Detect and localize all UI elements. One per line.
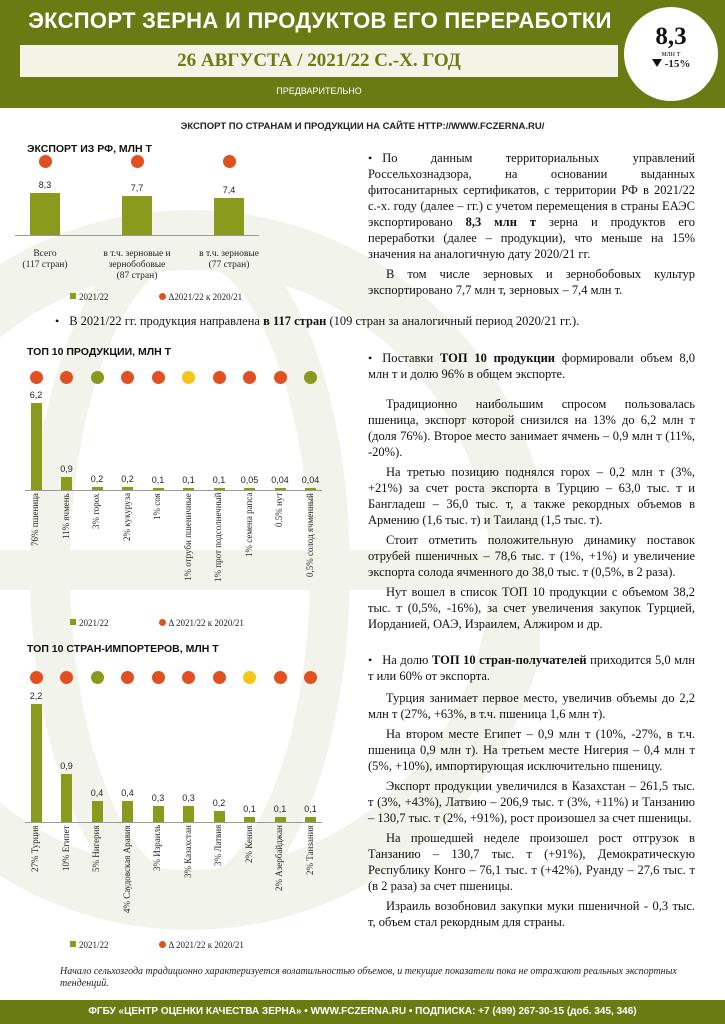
chart3-tick-label: 27% Турция bbox=[30, 825, 40, 872]
legend-item-delta: Δ2021/22 к 2020/21 bbox=[159, 292, 243, 302]
chart2-delta-dot bbox=[30, 371, 43, 384]
chart3-bar bbox=[92, 801, 103, 822]
chart2-delta-dot bbox=[152, 371, 165, 384]
chart2-title: ТОП 10 ПРОДУКЦИИ, МЛН Т bbox=[27, 346, 171, 358]
chart3-bar bbox=[214, 811, 225, 822]
chart2-data-label: 0,04 bbox=[271, 475, 289, 485]
chart3-bar bbox=[183, 806, 194, 822]
chart1-delta-dot bbox=[131, 155, 144, 168]
chart3-tick-label: 2% Кения bbox=[243, 825, 254, 863]
chart3-tick-label: 3% Латвия bbox=[213, 824, 223, 866]
chart3-bar bbox=[61, 774, 72, 822]
legend-item-series: 2021/22 bbox=[70, 292, 109, 302]
chart2-delta-dot bbox=[274, 371, 287, 384]
chart1-bar bbox=[122, 196, 152, 235]
chart3-delta-dot bbox=[91, 671, 104, 684]
chart3-data-label: 0,9 bbox=[60, 760, 73, 771]
chart3-delta-dot bbox=[213, 671, 226, 684]
paragraph-egypt: На втором месте Египет – 0,9 млн т (10%, -27%, в т.ч. пшеница 0,9 млн т). На третьем месте Нигерия – 0,4 млн т (5%, +10%), импортирующая исключительно пшеницу. bbox=[368, 727, 695, 773]
chart3-data-label: 0,3 bbox=[182, 792, 195, 803]
paragraph-chickpea: Нут вошел в список ТОП 10 продукции с объемом 38,2 тыс. т (0,5%, -16%), за счет увеличения закупок Турцией, Иорданией, ОАЭ, Израилем, Алжиром и др. bbox=[368, 585, 695, 631]
products-text bbox=[368, 350, 695, 636]
paragraph-weekly: На прошедшей неделе произошел рост отгрузок в Танзанию – 130,7 тыс. т (+91%), Демократическую Республику Конго – 76,1 тыс. т (+42%), Руанду – 27,6 тыс. т (в 2 раза) за счет пшеницы. bbox=[368, 831, 695, 893]
chart3-data-label: 0,1 bbox=[304, 803, 317, 814]
chart3-tick-label: 5% Нигерия bbox=[91, 825, 101, 872]
legend-item-delta: Δ 2021/22 к 2020/21 bbox=[159, 618, 244, 628]
down-triangle-icon bbox=[652, 59, 662, 67]
chart3-bar bbox=[153, 806, 164, 822]
chart3-delta-dot bbox=[182, 671, 195, 684]
chart3-delta-dot bbox=[274, 671, 287, 684]
chart2-tick-label: 1% отруби пшеничные bbox=[182, 493, 193, 581]
chart2-tick-label: 1% соя bbox=[152, 493, 162, 520]
chart2-tick-label: 2% кукуруза bbox=[121, 492, 132, 541]
paragraph-2: В том числе зерновых и зернобобовых культур экспортировано 7,7 млн т, зерновых – 7,4 млн т. bbox=[368, 267, 695, 297]
chart1-tick-label: в т.ч. зерновые и зернобобовые (87 стран) bbox=[103, 249, 171, 281]
chart3-delta-dot bbox=[30, 671, 43, 684]
chart3-data-label: 0,1 bbox=[273, 803, 287, 814]
chart2-tick-label: 1% прот подсолнечный bbox=[213, 492, 223, 582]
paragraph-peas: На третью позицию поднялся горох – 0,2 млн т (3%, +21%) за счет роста экспорта в Турцию – 63,0 тыс. т и Бангладеш – 36,0 тыс. т, а также рекордных объемов в Армению (1,6 тыс. т) и Таиланд (1,5 тыс. т). bbox=[368, 465, 695, 527]
paragraph-countries: • В 2021/22 гг. продукция направлена в 117 стран (109 стран за аналогичный период 2020/21 гг.). bbox=[55, 313, 705, 329]
preliminary-label: ПРЕДВАРИТЕЛЬНО bbox=[276, 86, 362, 96]
chart3-title: ТОП 10 СТРАН-ИМПОРТЕРОВ, МЛН Т bbox=[27, 643, 219, 655]
chart2-data-label: 6,2 bbox=[29, 390, 43, 400]
chart3-delta-dot bbox=[121, 671, 134, 684]
intro-text bbox=[368, 150, 695, 302]
badge-change bbox=[624, 58, 718, 70]
chart2-tick-label: 3% горох bbox=[91, 493, 101, 529]
chart3-tick-label: 4% Саудовская Аравия bbox=[121, 825, 132, 913]
page-title: ЭКСПОРТ ЗЕРНА И ПРОДУКТОВ ЕГО ПЕРЕРАБОТКИ bbox=[28, 8, 612, 33]
chart1-data-label: 7,7 bbox=[130, 183, 144, 194]
paragraph-top10-countries: • На долю ТОП 10 стран-получателей приходится 5,0 млн т или 60% от экспорта. bbox=[368, 652, 695, 684]
legend-item-series: 2021/22 bbox=[70, 940, 109, 950]
paragraph-bran: Стоит отметить положительную динамику поставок отрубей пшеничных – 78,6 тыс. т (1%, +1%) и увеличение экспорта солода ячменного до 38,0 тыс. т (0,5%, в 2 раза). bbox=[368, 533, 695, 579]
chart2-bar bbox=[61, 477, 72, 490]
chart3-data-label: 2,2 bbox=[29, 691, 43, 701]
chart3-tick-label: 3% Израиль bbox=[152, 824, 162, 871]
chart1-data-label: 8,3 bbox=[38, 180, 52, 190]
chart2-tick-label: 11% ячмень bbox=[60, 493, 71, 539]
chart3-delta-dot bbox=[243, 671, 256, 684]
chart2-data-label: 0,04 bbox=[301, 475, 320, 485]
chart1-tick-label: в т.ч. зерновые (77 стран) bbox=[199, 249, 259, 270]
chart2-tick-label: 0,5% солод ячменный bbox=[304, 493, 315, 577]
chart2-tick-label: 76% пшеница bbox=[30, 493, 40, 546]
chart1-legend bbox=[70, 292, 242, 302]
chart3-data-label: 0,1 bbox=[243, 803, 256, 814]
paragraph-kazakhstan: Экспорт продукции увеличился в Казахстан – 261,5 тыс. т (3%, +43%), Латвию – 206,9 тыс. т (3%, +11%) и Танзанию – 130,7 тыс. т (2%, +91%), рост произошел за счет пшеницы. bbox=[368, 779, 695, 825]
chart3-tick-label: 3% Казахстан bbox=[182, 825, 193, 878]
chart1-tick-label: Всего (117 стран) bbox=[22, 249, 68, 270]
chart2-data-label: 0,05 bbox=[240, 475, 259, 485]
chart3-tick-label: 2% Азербайджан bbox=[274, 825, 284, 891]
chart2-tick-label: 1% семена рапса bbox=[243, 492, 254, 557]
chart2-bar bbox=[31, 403, 42, 490]
legend-item-delta: Δ 2021/22 к 2020/21 bbox=[159, 940, 244, 950]
chart1-bar bbox=[214, 198, 244, 235]
site-link-line[interactable]: ЭКСПОРТ ПО СТРАНАМ И ПРОДУКЦИИ НА САЙТЕ HTTP://WWW.FCZERNA.RU/ bbox=[180, 121, 545, 132]
badge-unit: млн т bbox=[661, 49, 681, 58]
chart3-delta-dot bbox=[60, 671, 73, 684]
chart2-data-label: 0,1 bbox=[212, 475, 226, 485]
chart2-data-label: 0,2 bbox=[90, 474, 104, 485]
importers-text bbox=[368, 652, 695, 934]
chart2-delta-dot bbox=[60, 371, 73, 384]
badge-change-value: -15% bbox=[664, 58, 691, 70]
chart1-title: ЭКСПОРТ ИЗ РФ, МЛН Т bbox=[27, 143, 152, 155]
chart3-tick-label: 10% Египет bbox=[60, 825, 71, 871]
chart3-delta-dot bbox=[304, 671, 317, 684]
paragraph-turkey: Турция занимает первое место, увеличив объемы до 2,2 млн т (27%, +63%, в т.ч. пшеница 1,6 млн т). bbox=[368, 691, 695, 721]
chart2-data-label: 0,9 bbox=[60, 464, 73, 475]
badge-value: 8,3 bbox=[655, 23, 687, 50]
chart1-bar bbox=[30, 193, 60, 235]
chart3-delta-dot bbox=[152, 671, 165, 684]
chart2-data-label: 0,2 bbox=[121, 474, 134, 485]
chart3-data-label: 0,4 bbox=[121, 787, 134, 798]
chart2-delta-dot bbox=[182, 371, 195, 384]
chart1-delta-dot bbox=[39, 155, 52, 168]
chart3-legend bbox=[70, 940, 244, 950]
chart2-data-label: 0,1 bbox=[151, 475, 165, 485]
chart3-bar bbox=[31, 704, 42, 822]
footnote: Начало сельхозгода традиционно характеризуется волатильностью объемов, и текущие показатели пока не отражают реальных экспортных тенденций. bbox=[60, 966, 677, 989]
chart2-delta-dot bbox=[304, 371, 317, 384]
paragraph-intro: • По данным территориальных управлений Россельхознадзора, на основании выданных фитосанитарных сертификатов, с территории РФ в 2021/22 с.-х. году (далее – гг.) с учетом перемещения в страны ЕАЭС экспортировано 8,3 млн т зерна и продуктов его переработки (далее – продукции), что меньше на 15% значения на аналогичную дату 2020/21 гг. bbox=[368, 150, 695, 262]
chart2-tick-label: 0.5% нут bbox=[274, 492, 284, 527]
footer-bar: ФГБУ «ЦЕНТР ОЦЕНКИ КАЧЕСТВА ЗЕРНА» • WWW.FCZERNA.RU • ПОДПИСКА: +7 (499) 267-30-15 (доб. 345, 346) bbox=[0, 1000, 725, 1024]
chart3-x-axis bbox=[25, 822, 322, 823]
chart3-data-label: 0,2 bbox=[212, 798, 226, 809]
legend-item-series: 2021/22 bbox=[70, 618, 109, 628]
chart3-tick-label: 2% Танзания bbox=[304, 825, 315, 875]
chart1-delta-dot bbox=[223, 155, 236, 168]
chart3-bar bbox=[122, 801, 133, 822]
chart2-delta-dot bbox=[243, 371, 256, 384]
chart2-legend bbox=[70, 618, 244, 628]
chart2-delta-dot bbox=[213, 371, 226, 384]
page-subtitle: 26 АВГУСТА / 2021/22 С.-Х. ГОД bbox=[177, 50, 461, 71]
paragraph-israel: Израиль возобновил закупки муки пшеничной - 0,3 тыс. т, объем стал рекордным для страны. bbox=[368, 899, 695, 929]
paragraph-top10-products: • Поставки ТОП 10 продукции формировали объем 8,0 млн т и долю 96% в общем экспорте. bbox=[368, 350, 695, 382]
chart2-x-axis bbox=[25, 490, 322, 491]
total-badge bbox=[621, 4, 721, 104]
chart1-data-label: 7,4 bbox=[222, 184, 236, 195]
chart3-data-label: 0,3 bbox=[151, 792, 165, 803]
paragraph-wheat: Традиционно наибольшим спросом пользовалась пшеница, экспорт которой снизился на 13% до 6,2 млн т (доля 76%). Второе место занимает ячмень – 0,9 млн т (11%, -20%). bbox=[368, 397, 695, 459]
chart1-x-axis bbox=[15, 235, 259, 236]
chart3-data-label: 0,4 bbox=[90, 787, 104, 798]
chart2-delta-dot bbox=[91, 371, 104, 384]
countries-text bbox=[55, 313, 705, 333]
chart2-data-label: 0,1 bbox=[182, 475, 195, 485]
chart2-delta-dot bbox=[121, 371, 134, 384]
